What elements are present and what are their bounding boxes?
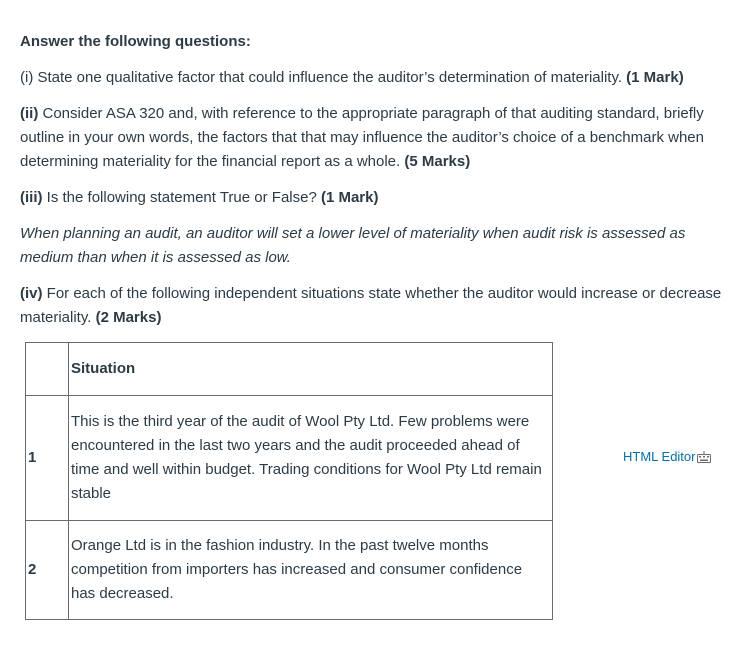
keyboard-icon (697, 451, 711, 463)
row-number: 1 (26, 396, 69, 521)
question-3-marks: (1 Mark) (320, 189, 379, 206)
table-header-row (26, 343, 553, 396)
question-2-marks: (5 Marks) (404, 153, 471, 170)
table-header-num-cell (26, 343, 69, 396)
question-1 (20, 66, 725, 90)
row-number: 2 (26, 521, 69, 620)
question-2-label: (ii) (20, 105, 39, 122)
question-4-marks: (2 Marks) (95, 309, 162, 326)
table-header-situation (69, 343, 553, 396)
question-2 (20, 102, 725, 174)
question-1-text: (i) State one qualitative factor that could influence the auditor’s determination of materiality. (20, 69, 627, 86)
question-4 (20, 282, 725, 330)
instructions-heading: Answer the following questions: (20, 33, 251, 50)
question-4-label: (iv) (20, 285, 43, 302)
table-row (26, 521, 553, 620)
situation-text: This is the third year of the audit of Wool Pty Ltd. Few problems were encountered in the last two years and the audit proceeded ahead of time and well within budget. Trading conditions for Wool Pty Ltd remain stable (69, 396, 553, 521)
html-editor-link[interactable] (623, 449, 711, 464)
situation-header-label: Situation (71, 360, 136, 377)
html-editor-label[interactable]: HTML Editor (623, 449, 696, 464)
question-content (20, 30, 725, 620)
question-3-text: Is the following statement True or False? (42, 189, 321, 206)
question-2-text: Consider ASA 320 and, with reference to the appropriate paragraph of that auditing standard, briefly outline in your own words, the factors that that may influence the auditor’s choice of a benchmark when determining materiality for the financial report as a whole. (20, 105, 704, 170)
table-row (26, 396, 553, 521)
situation-text: Orange Ltd is in the fashion industry. In the past twelve months competition from importers has increased and consumer confidence has decreased. (69, 521, 553, 620)
question-3 (20, 186, 725, 210)
question-4-text: For each of the following independent situations state whether the auditor would increase or decrease materiality. (20, 285, 722, 326)
true-false-statement: When planning an audit, an auditor will set a lower level of materiality when audit risk is assessed as medium than when it is assessed as low. (20, 225, 686, 266)
situations-table (25, 342, 553, 620)
question-3-label: (iii) (20, 189, 43, 206)
question-1-marks: (1 Mark) (626, 69, 684, 86)
